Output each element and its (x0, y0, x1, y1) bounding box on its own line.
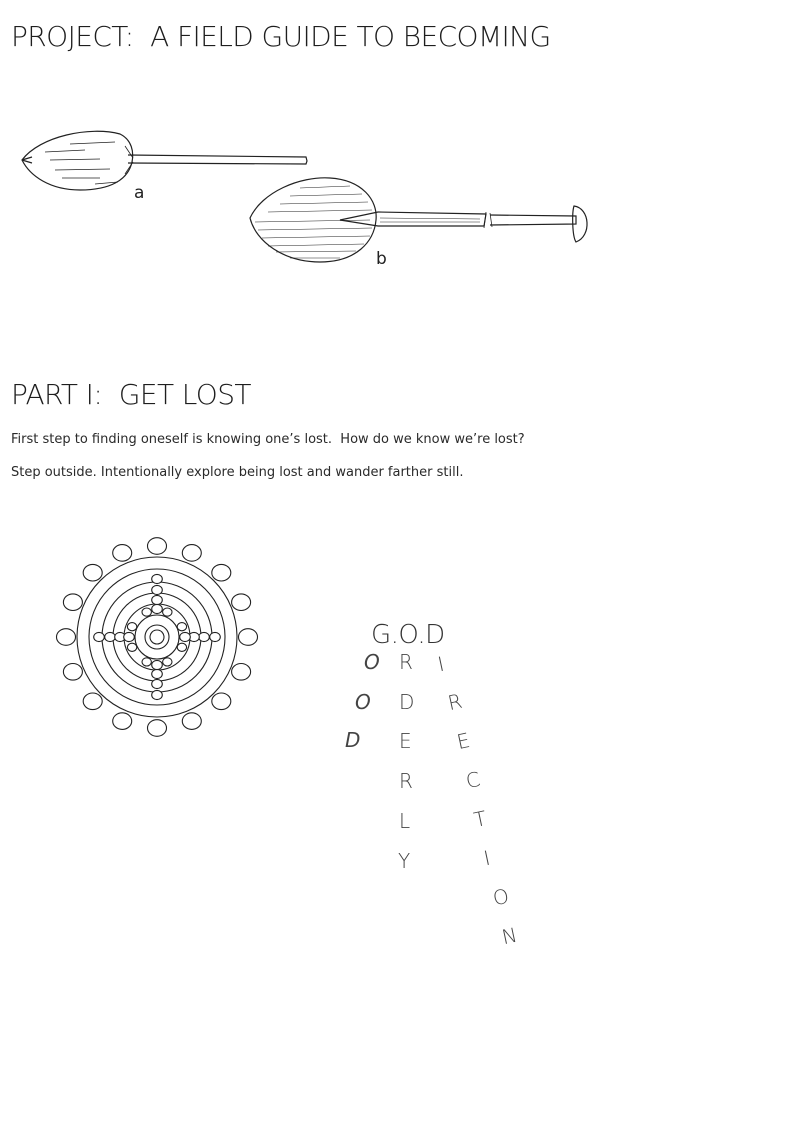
concentric-circles-illustration (55, 532, 261, 742)
acrostic-heading: G.O.D (371, 620, 445, 650)
acrostic-letter: E (399, 729, 412, 753)
blob-shape (210, 632, 221, 641)
acrostic-letter: Y (398, 849, 411, 873)
acrostic-letter: O (364, 650, 380, 674)
intro-paragraph: First step to finding oneself is knowing one’s lost. How do we know we’re lost? (11, 432, 525, 447)
paddle-b (250, 178, 587, 262)
acrostic-letter: C (463, 766, 483, 794)
blob-shape (152, 660, 163, 669)
acrostic-letter: L (399, 809, 411, 833)
blob-shape (232, 594, 251, 611)
acrostic-letter: I (435, 651, 447, 677)
blob-shape (148, 538, 167, 555)
blob-shape (142, 608, 151, 616)
blob-shape (142, 658, 151, 666)
blob-shape (199, 632, 210, 641)
blob-shape (177, 623, 186, 631)
paddle-a (22, 131, 307, 190)
blob-shape (63, 664, 82, 681)
acrostic-letter: E (454, 727, 472, 755)
blob-shape (152, 574, 163, 583)
instruction-paragraph: Step outside. Intentionally explore being lost and wander farther still. (11, 465, 464, 480)
blob-shape (152, 604, 163, 613)
page-title: PROJECT: A FIELD GUIDE TO BECOMING (11, 20, 551, 53)
blob-shape (63, 594, 82, 611)
blob-shape (152, 669, 163, 678)
acrostic-letter: I (481, 845, 493, 871)
blob-shape (127, 643, 136, 651)
acrostic-letter: R (399, 769, 413, 793)
blob-shape (163, 608, 172, 616)
acrostic-letter: R (399, 650, 413, 674)
acrostic-letter: O (490, 883, 512, 911)
blob-shape (152, 679, 163, 688)
circle-blobs (57, 538, 258, 737)
blob-shape (152, 585, 163, 594)
paddles-illustration (0, 100, 600, 280)
acrostic-letter: T (471, 805, 489, 833)
label-a: a (134, 183, 145, 203)
blob-shape (94, 632, 105, 641)
acrostic-letter: N (499, 922, 520, 950)
blob-shape (57, 629, 76, 646)
blob-shape (105, 632, 116, 641)
blob-shape (212, 564, 231, 581)
blob-shape (83, 693, 102, 710)
blob-shape (163, 658, 172, 666)
blob-shape (113, 713, 132, 730)
blob-shape (212, 693, 231, 710)
blob-shape (182, 545, 201, 562)
blob-shape (180, 632, 191, 641)
blob-shape (152, 690, 163, 699)
blob-shape (152, 595, 163, 604)
acrostic-letter: R (445, 688, 465, 716)
blob-shape (182, 713, 201, 730)
acrostic-letter: D (345, 728, 361, 752)
blob-shape (148, 720, 167, 737)
blob-shape (83, 564, 102, 581)
blob-shape (127, 623, 136, 631)
acrostic-letter: O (355, 690, 371, 714)
blob-shape (232, 664, 251, 681)
section-title: PART I: GET LOST (11, 378, 251, 411)
blob-shape (239, 629, 258, 646)
blob-shape (124, 632, 135, 641)
blob-shape (113, 545, 132, 562)
blob-shape (177, 643, 186, 651)
label-b: b (376, 249, 387, 269)
acrostic-letter: D (399, 690, 415, 714)
